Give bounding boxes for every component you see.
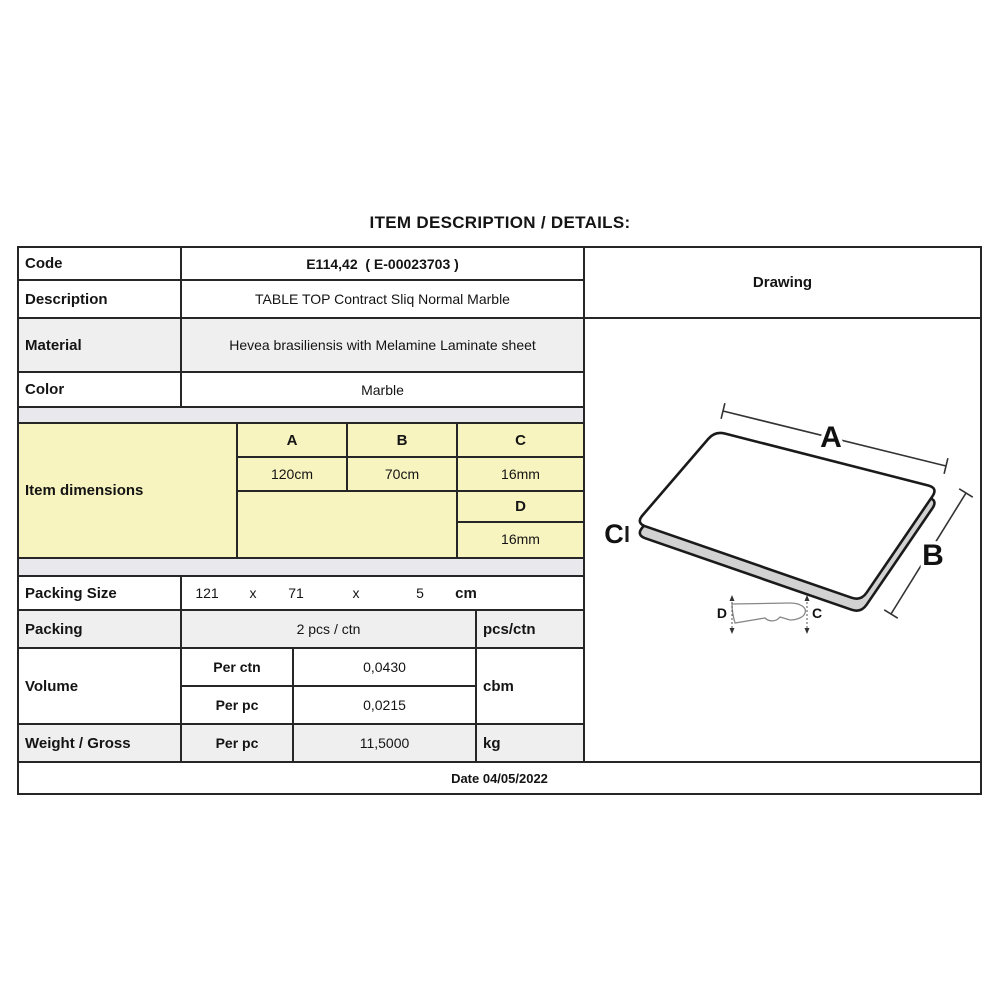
dimension-c-label: C [604,519,624,549]
spec-table-left [19,248,583,761]
dim-value-d: 16mm [501,531,540,547]
packing-size-length: 121 [195,585,219,601]
weight-per-pc-label: Per pc [182,725,294,761]
dim-value-a: 120cm [238,458,348,492]
dimension-a-label: A [820,421,842,454]
packing-size-x1: x [249,585,257,601]
dim-header-c: C [458,424,583,458]
dims-header-row [238,424,583,458]
dims-d-column [458,492,583,557]
description-value: TABLE TOP Contract Sliq Normal Marble [255,291,510,307]
drawing-panel [583,248,980,761]
volume-per-ctn-value: 0,0430 [294,649,477,687]
description-label: Description [19,281,182,317]
item-dimensions-label: Item dimensions [19,424,238,557]
packing-size-unit: cm [455,584,477,602]
dims-empty-cell [238,492,458,557]
separator-row-1 [19,408,583,424]
dims-d-row [238,492,583,557]
item-dimensions-grid [238,424,583,557]
profile-d-label: D [716,605,727,621]
dim-value-c: 16mm [458,458,583,492]
material-value: Hevea brasiliensis with Melamine Laminate sheet [229,337,536,353]
dim-header-a: A [238,424,348,458]
volume-per-pc-value: 0,0215 [294,687,477,723]
tabletop-drawing [585,319,980,759]
date-row [19,761,980,793]
row-volume [19,649,583,725]
drawing-header: Drawing [585,248,980,319]
volume-label: Volume [19,649,182,723]
volume-per-ctn-row [182,649,477,687]
tabletop-top-face [640,433,935,599]
volume-per-pc-label: Per pc [182,687,294,723]
drawing-area [585,319,980,761]
dims-value-row [238,458,583,492]
row-weight [19,725,583,761]
row-packing [19,611,583,649]
row-code [19,248,583,281]
row-description [19,281,583,319]
volume-subrows [182,649,477,723]
volume-per-ctn-label: Per ctn [182,649,294,687]
row-color [19,373,583,408]
volume-unit: cbm [483,677,514,695]
dim-value-b: 70cm [348,458,458,492]
spec-table [17,246,982,795]
packing-unit: pcs/ctn [483,620,536,638]
weight-value: 11,5000 [294,725,477,761]
date-value: Date 04/05/2022 [451,770,548,786]
material-label: Material [19,319,182,371]
packing-value: 2 pcs / ctn [182,611,477,647]
page-title: ITEM DESCRIPTION / DETAILS: [369,213,631,232]
separator-row-2 [19,559,583,577]
color-label: Color [19,373,182,406]
code-value: E114,42 ( E-00023703 ) [306,255,459,272]
packing-size-height: 5 [416,585,424,601]
packing-size-label: Packing Size [19,577,182,609]
packing-size-width: 71 [288,585,304,601]
edge-profile-shape [732,603,805,623]
row-item-dimensions [19,424,583,559]
weight-unit: kg [483,734,501,752]
row-material [19,319,583,373]
dim-header-d: D [458,492,583,523]
volume-per-pc-row [182,687,477,723]
dim-header-b: B [348,424,458,458]
weight-label: Weight / Gross [19,725,182,761]
spec-table-main [19,248,980,761]
dimension-b-label: B [922,539,944,572]
packing-size-x2: x [352,585,360,601]
profile-c-label: C [812,605,823,621]
color-value: Marble [361,381,404,398]
code-label: Code [19,248,182,279]
row-packing-size [19,577,583,611]
packing-size-values [182,577,583,609]
packing-label: Packing [19,611,182,647]
